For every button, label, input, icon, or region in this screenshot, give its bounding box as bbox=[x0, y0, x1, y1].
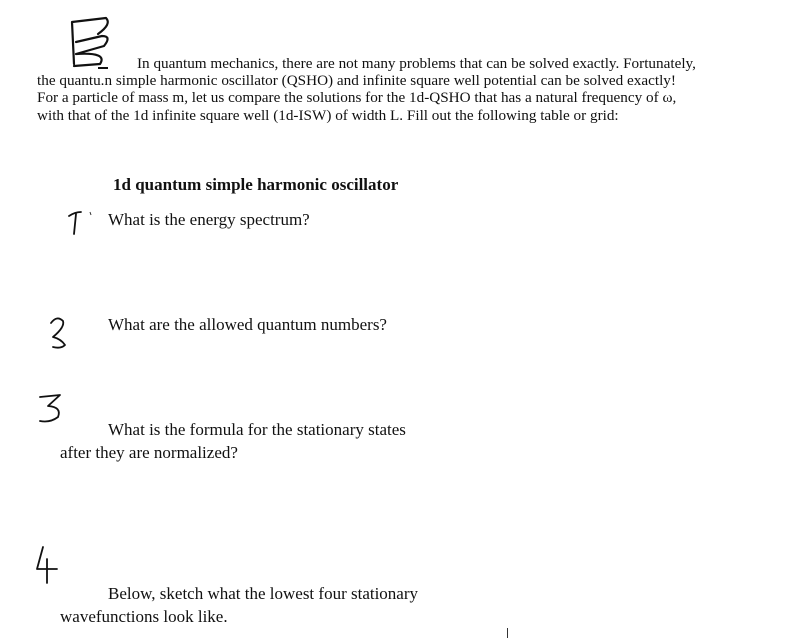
question-3-line-2: after they are normalized? bbox=[60, 443, 238, 462]
question-2: What are the allowed quantum numbers? bbox=[108, 315, 387, 334]
question-3 bbox=[60, 418, 520, 464]
intro-line-2: the quantu.n simple harmonic oscillator (QSHO) and infinite square well potential can be solved exactly! bbox=[37, 72, 676, 90]
question-4-line-2: wavefunctions look like. bbox=[60, 607, 228, 626]
text-cursor bbox=[507, 628, 508, 638]
question-4-line-1: Below, sketch what the lowest four stationary bbox=[108, 584, 419, 603]
handwritten-number-4 bbox=[33, 545, 63, 585]
question-4 bbox=[60, 582, 520, 628]
intro-paragraph bbox=[37, 55, 772, 124]
intro-line-1: In quantum mechanics, there are not many problems that can be solved exactly. Fortunately, bbox=[137, 55, 696, 72]
question-3-line-1: What is the formula for the stationary states bbox=[108, 420, 406, 439]
question-1: What is the energy spectrum? bbox=[108, 210, 310, 229]
intro-line-3: For a particle of mass m, let us compare the solutions for the 1d-QSHO that has a natural frequency of ω, bbox=[37, 89, 677, 107]
intro-line-4: with that of the 1d infinite square well (1d-ISW) of width L. Fill out the following table or grid: bbox=[37, 106, 619, 124]
handwritten-number-2 bbox=[47, 315, 73, 349]
section-heading: 1d quantum simple harmonic oscillator bbox=[113, 175, 399, 194]
handwritten-number-1 bbox=[65, 208, 95, 238]
